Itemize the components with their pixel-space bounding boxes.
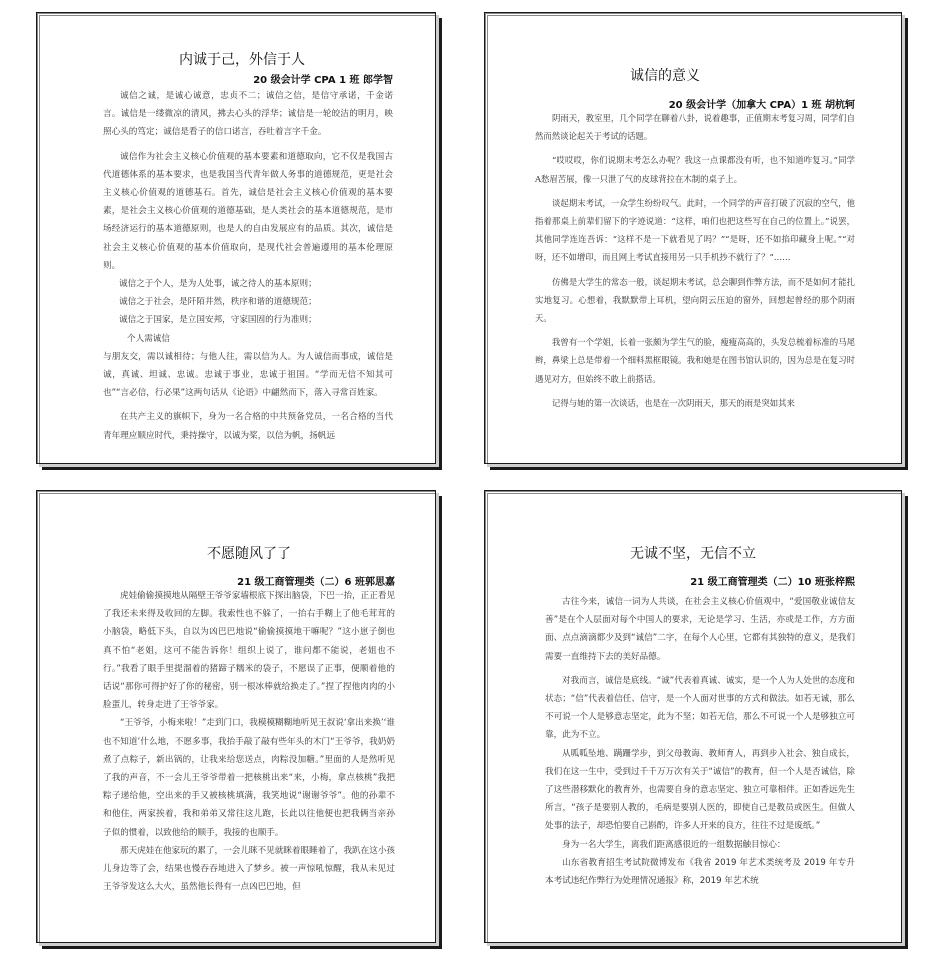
essay-title: 诚信的意义 [630, 68, 700, 84]
paragraph: 身为一名大学生，离我们距离感很近的一组数据触目惊心： [562, 839, 786, 850]
essay-author: 21 级工商管理类（二）10 班张梓熙 [690, 577, 855, 588]
essay-title: 不愿随风了了 [207, 546, 291, 562]
essay-body [535, 109, 855, 412]
essay-page-1 [36, 12, 436, 464]
paragraph: 从呱呱坠地、蹒跚学步，到父母教诲、教师育人，再到步入社会、独自成长，我们在这一生中，受到过千千万万次有关于“诚信”的教育，但一个人是否诚信，除了这些潜移默化的教育外，也需要自身的意志坚定、独立可靠相伴。正如香远先生所言，“孩子是要别人教的，毛病是要别人医的，即使自己是教员或医生。但做人处事的法子，却恐怕要自己斟酌，许多人开来的良方，往往不过是废纸。” [545, 748, 855, 832]
paragraph: 与朋友交，需以诚相待；与他人往，需以信为人。为人诚信而事成，诚信是诚，真诚、坦诚、忠诚。忠诚于事业，忠诚于祖国。“学而无信不知其可也”“言必信，行必果”这两句话从《论语》中翩然而下，落入寻常百姓家。 [103, 351, 393, 399]
essay-author: 20 级会计学 CPA 1 班 郎学智 [253, 75, 393, 86]
essay-title: 内诚于己，外信于人 [179, 52, 305, 68]
paragraph-heading: 个人需诚信 [127, 333, 170, 344]
essay-page-4 [484, 490, 902, 943]
essay-body [545, 593, 855, 890]
paragraph: “王爷爷，小梅来啦！”走到门口，我模模糊糊地听见王叔说‘拿出来换’‘谁也不知道’什么地，不愿多事，我抬手敲了敲有些年头的木门“王爷爷，我奶奶煮了点粽子，新出锅的，让我来给您送点，肉粽没加糖。”里面的人是然听见了我的声音，不一会儿王爷爷带着一把核桃出来“来，小梅，拿点核桃”我把粽子递给他，空出来的手又被核桃填满，我笑地说“谢谢爷爷”。他的孙辈不和他住，两家挨着，我和弟弟又常往这儿跑，长此以往他便也把我俩当亲孙子似的惯着，以致他给的顺手，我接的也顺手。 [103, 718, 395, 838]
paragraph: 记得与她的第一次谈话，也是在一次阴雨天，那天的雨是突如其来 [552, 397, 795, 408]
paragraph: 对我而言，诚信是底线。“诚”代表着真诚、诚实，是一个人为人处世的态度和状态；“信”代表着信任、信守，是一个人面对世事的方式和做法。如若无诚，那么不可说一个人是够意志坚定，此为不坚；如若无信，那么不可说一个人是够独立可靠，此为不立。 [545, 675, 855, 741]
paragraph: 诚信之诚，是诚心诚意，忠贞不二；诚信之信，是信守承诺，千金诺言。诚信是一缕微凉的清风，拂去心头的浮华；诚信是一轮皎洁的明月，映照心头的笃定；诚信是看子的信口诺言，吞吐着言字千金。 [103, 91, 393, 138]
paragraph: 古往今来，诚信一词为人共谈，在社会主义核心价值观中，“爱国敬业诚信友善”是在个人层面对每个中国人的要求，无论是学习、生活，亦或是工作，方方面面、点点滴滴都少及到“诚信”二字，在每个人心里，它都有其独特的意义，是我们需要一直维持下去的美好品德。 [545, 597, 855, 662]
essay-title: 无诚不坚，无信不立 [630, 546, 756, 562]
essay-author: 21 级工商管理类（二）6 班郭思嘉 [237, 577, 395, 588]
paragraph: 山东省教育招生考试院微博发布《我省 2019 年艺术类统考及 2019 年专升本考试违纪作弊行为处理情况通报》称，2019 年艺术统 [545, 857, 855, 887]
paragraph: 诚信作为社会主义核心价值观的基本要素和道德取向，它不仅是我国古代道德体系的基本要求，也是我国当代青年做人务事的道德规范，更是社会主义核心价值观的道德基石。首先，诚信是社会主义核心价值观的基本要素，是社会主义核心价值观的道德基础，是人类社会的基本道德规范，是市场经济运行的基本道德原则，也是人的自由发展应有的品质。其次，诚信是社会主义核心价值观的基本价值取向，是现代社会普遍遵用的基本伦理原则。 [103, 151, 393, 271]
paragraph: 诚信之于个人，是为人处事，诚之待人的基本原则； [119, 279, 317, 290]
paragraph: 我曾有一个学姐，长着一张颇为学生气的脸，瘦瘦高高的，头发总梳着标准的马尾辫，鼻梁上总是带着一个细料黑框眼镜。我和她是在图书馆认识的，因为总是在复习时遇见对方，但始终不敢上前搭话。 [535, 337, 855, 384]
paragraph: “哎哎哎，你们说期末考怎么办呢？我这一点课都没有听，也不知道咋复习。”同学A愁眉苦展，像一只泄了气的皮球背拉在木制的桌子上。 [535, 155, 855, 184]
paragraph: 在共产主义的旗帜下，身为一名合格的中共预备党员，一名合格的当代青年理应顺应时代，秉持操守，以诚为桨，以信为帆，扬帆远 [103, 412, 393, 441]
paragraph: 那天虎娃在他家玩的累了，一会儿眯不见就眯着眼睡着了，我趴在这小孩儿身边等了会，结果也慢吞吞地进入了梦乡。被一声惊吼惊醒，我从未见过王爷爷发这么大火，虽然他长得有一点凶巴巴地，但 [103, 845, 396, 893]
essay-body [103, 587, 395, 896]
essay-body [103, 87, 393, 445]
essay-page-3 [36, 490, 436, 943]
paragraph: 谈起期末考试，一众学生纷纷叹气。此时，一个同学的声音打破了沉寂的空气，他指着那桌上前辈们留下的字迹说道：“这样，咱们也把这些写在自己的位置上。”说罢，其他同学连连吾诉：“这样不是一下就看见了吗？”“是呀，还不如掐印藏身上呢。”“对呀，还不如增印，而且网上考试直接用另一只手机抄不就行了？”…… [535, 197, 855, 263]
essay-author: 20 级会计学（加拿大 CPA）1 班 胡杭轲 [668, 100, 855, 111]
paragraph: 诚信之于社会，是阡陌井然，秩序和谐的道德规范； [119, 297, 317, 308]
essay-page-2 [484, 12, 902, 464]
paragraph: 诚信之于国家，是立国安邦，守家国固的行为准则； [119, 315, 317, 326]
paragraph: 阴雨天，教室里，几个同学在聊着八卦，说着趣事，正值期末考复习周，同学们自然而然谈论起关于考试的话题。 [535, 113, 855, 142]
paragraph: 仿佛是大学生的常态一般，谈起期末考试，总会聊到作弊方法，而不是如何才能扎实地复习。心想着，我默默带上耳机，望向阴云压迫的窗外，回想起曾经的那个阴雨天。 [535, 276, 855, 324]
paragraph: 虎娃偷偷摸摸地从隔壁王爷爷家墙根底下探出脑袋，下巴一抬，正正看见了我还未来得及收回的左脚。我索性也不躲了，一抬右手糊上了他毛茸茸的小脑袋，略低下头，自以为凶巴巴地说“偷偷摸摸地干嘛呢？”这小崽子倒也真不怕“老姐，这可不能告诉你！组织上说了，谁问都不能说，老姐也不行。”我看了眼手里提溜着的猪蹄子糯米的袋子，不愿误了正事，便顺着他的话说“那你可得护好了你的秘密，别一根冰棒就给换走了。”捏了捏他肉肉的小脸蛋儿，转身走进了王爷爷家。 [103, 591, 396, 711]
